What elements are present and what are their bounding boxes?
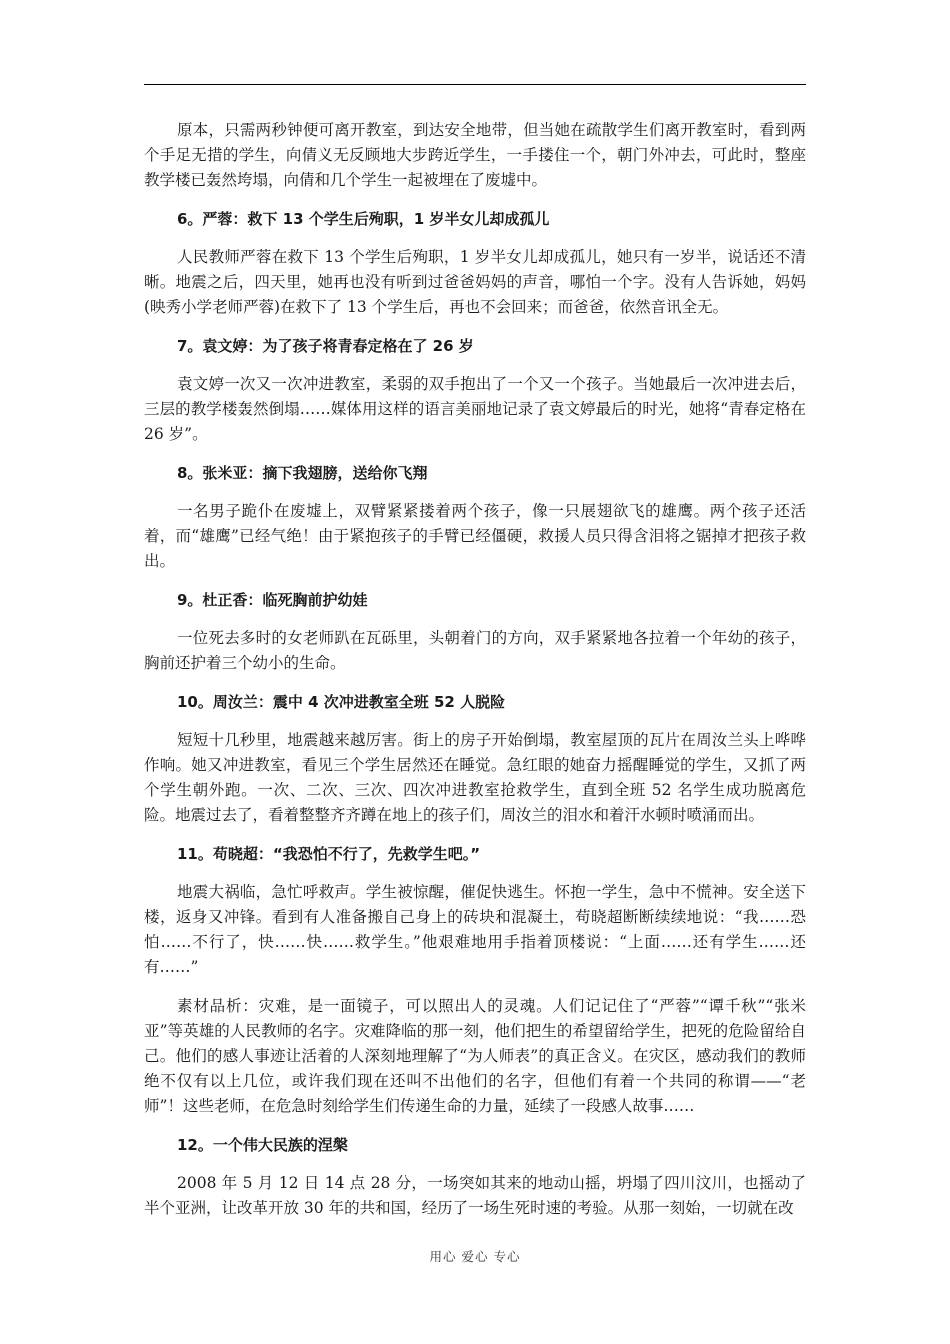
analysis-paragraph: 素材品析：灾难，是一面镜子，可以照出人的灵魂。人们记记住了“严蓉”“谭千秋”“张米亚”等英雄的人民教师的名字。灾难降临的那一刻，他们把生的希望留给学生，把死的危险留给自己。他们的感人事迹让活着的人深刻地理解了“为人师表”的真正含义。在灾区，感动我们的教师绝不仅有以上几位，或许我们现在还叫不出他们的名字，但他们有着一个共同的称谓——“老师”！这些老师，在危急时刻给学生们传递生命的力量，延续了一段感人故事…… xyxy=(144,997,806,1115)
document-body xyxy=(144,118,806,1235)
section-heading: 8。张米亚：摘下我翅膀，送给你飞翔 xyxy=(177,464,428,482)
section-heading: 6。严蓉：救下 13 个学生后殉职，1 岁半女儿却成孤儿 xyxy=(177,210,550,228)
paragraph: 地震大祸临，急忙呼救声。学生被惊醒，催促快逃生。怀抱一学生，急中不慌神。安全送下楼，返身又冲锋。看到有人准备搬自己身上的砖块和混凝土，苟晓超断断续续地说：“我……恐怕……不行了，快……快……救学生。”他艰难地用手指着顶楼说：“上面……还有学生……还有……” xyxy=(144,883,806,976)
section-heading: 7。袁文婷：为了孩子将青春定格在了 26 岁 xyxy=(177,337,474,355)
paragraph: 一名男子跪仆在废墟上，双臂紧紧搂着两个孩子，像一只展翅欲飞的雄鹰。两个孩子还活着，而“雄鹰”已经气绝！由于紧抱孩子的手臂已经僵硬，救援人员只得含泪将之锯掉才把孩子救出。 xyxy=(144,502,806,570)
section-heading: 10。周汝兰：震中 4 次冲进教室全班 52 人脱险 xyxy=(177,693,506,711)
paragraph: 原本，只需两秒钟便可离开教室，到达安全地带，但当她在疏散学生们离开教室时，看到两个手足无措的学生，向倩义无反顾地大步跨近学生，一手搂住一个，朝门外冲去，可此时，整座教学楼已轰然垮塌，向倩和几个学生一起被埋在了废墟中。 xyxy=(144,121,806,189)
paragraph: 人民教师严蓉在救下 13 个学生后殉职，1 岁半女儿却成孤儿，她只有一岁半，说话还不清晰。地震之后，四天里，她再也没有听到过爸爸妈妈的声音，哪怕一个字。没有人告诉她，妈妈(映秀小学老师严蓉)在救下了 13 个学生后，再也不会回来；而爸爸，依然音讯全无。 xyxy=(144,248,806,316)
header-rule xyxy=(144,84,806,85)
section-heading: 9。杜正香：临死胸前护幼娃 xyxy=(177,591,368,609)
paragraph: 一位死去多时的女老师趴在瓦砾里，头朝着门的方向，双手紧紧地各拉着一个年幼的孩子，胸前还护着三个幼小的生命。 xyxy=(144,629,806,672)
paragraph: 袁文婷一次又一次冲进教室，柔弱的双手抱出了一个又一个孩子。当她最后一次冲进去后，三层的教学楼轰然倒塌……媒体用这样的语言美丽地记录了袁文婷最后的时光，她将“青春定格在 26 岁”。 xyxy=(144,375,806,443)
section-heading: 11。苟晓超：“我恐怕不行了，先救学生吧。” xyxy=(177,845,481,863)
page-footer: 用心 爱心 专心 xyxy=(429,1249,521,1264)
paragraph: 2008 年 5 月 12 日 14 点 28 分，一场突如其来的地动山摇，坍塌了四川汶川，也摇动了半个亚洲，让改革开放 30 年的共和国，经历了一场生死时速的考验。从那一刻始，一切就在改 xyxy=(144,1174,806,1217)
paragraph: 短短十几秒里，地震越来越厉害。街上的房子开始倒塌，教室屋顶的瓦片在周汝兰头上哗哗作响。她又冲进教室，看见三个学生居然还在睡觉。急红眼的她奋力摇醒睡觉的学生，又抓了两个学生朝外跑。一次、二次、三次、四次冲进教室抢救学生，直到全班 52 名学生成功脱离危险。地震过去了，看着整整齐齐蹲在地上的孩子们，周汝兰的泪水和着汗水顿时喷涌而出。 xyxy=(144,731,806,824)
section-heading: 12。一个伟大民族的涅槃 xyxy=(177,1136,348,1154)
